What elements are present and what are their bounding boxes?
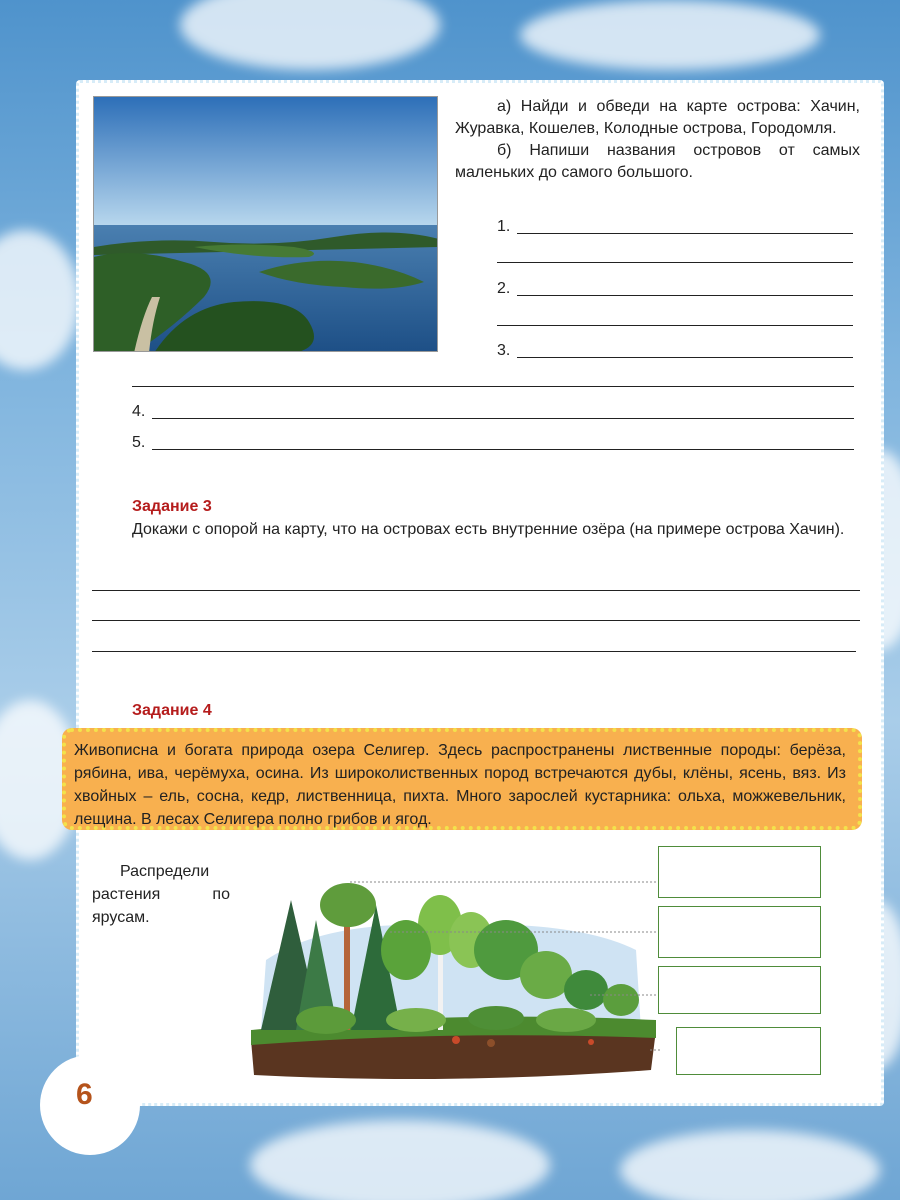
answer-number: 2. xyxy=(497,280,511,297)
answer-number: 4. xyxy=(132,403,146,420)
answer-line-1[interactable] xyxy=(497,216,855,236)
answer-number: 1. xyxy=(497,218,511,235)
answer-line[interactable] xyxy=(132,386,854,387)
answer-line-4[interactable] xyxy=(132,401,856,421)
task3-text: Докажи с опорой на карту, что на островах есть внутренние озёра (на примере острова Хачин). xyxy=(132,521,845,538)
cloud xyxy=(180,0,440,70)
answer-line-2[interactable] xyxy=(497,278,855,298)
tier-guide-lines xyxy=(350,860,660,1060)
answer-line-5[interactable] xyxy=(132,432,856,452)
cloud xyxy=(0,230,80,370)
tier-box-4[interactable] xyxy=(676,1027,821,1075)
answer-line[interactable] xyxy=(92,590,860,591)
task2-part-a: а) Найди и обведи на карте острова: Хачин, Журавка, Кошелев, Колодные острова, Городомля. xyxy=(455,98,860,137)
task2-text xyxy=(455,96,860,184)
cloud xyxy=(520,0,820,70)
cloud xyxy=(250,1120,550,1200)
answer-number: 3. xyxy=(497,342,511,359)
task2-part-b: б) Напиши названия островов от самых маленьких до самого большого. xyxy=(455,142,860,181)
answer-line[interactable] xyxy=(92,651,856,652)
answer-line[interactable] xyxy=(497,262,853,263)
info-box: Живописна и богата природа озера Селигер. Здесь распространены лиственные породы: берёза, рябина, ива, черёмуха, осина. Из широколиственных пород встречаются дубы, клёны, ясень, вяз. Из хвойных – ель, сосна, кедр, лиственница, пихта. Много зарослей кустарника: ольха, можжевельник, лещина. В лесах Селигера полно грибов и ягод. xyxy=(62,728,862,830)
answer-line[interactable] xyxy=(497,325,853,326)
tier-box-3[interactable] xyxy=(658,966,821,1014)
task4-heading: Задание 4 xyxy=(132,702,212,719)
tier-box-2[interactable] xyxy=(658,906,821,958)
page-number: 6 xyxy=(76,1078,93,1111)
task3-heading: Задание 3 xyxy=(132,498,212,515)
task4-instruction: Распредели растения по ярусам. xyxy=(92,863,230,926)
answer-number: 5. xyxy=(132,434,146,451)
cloud xyxy=(620,1130,880,1200)
lake-photo xyxy=(93,96,438,352)
tier-box-1[interactable] xyxy=(658,846,821,898)
answer-line[interactable] xyxy=(92,620,860,621)
answer-line-3[interactable] xyxy=(497,340,855,360)
